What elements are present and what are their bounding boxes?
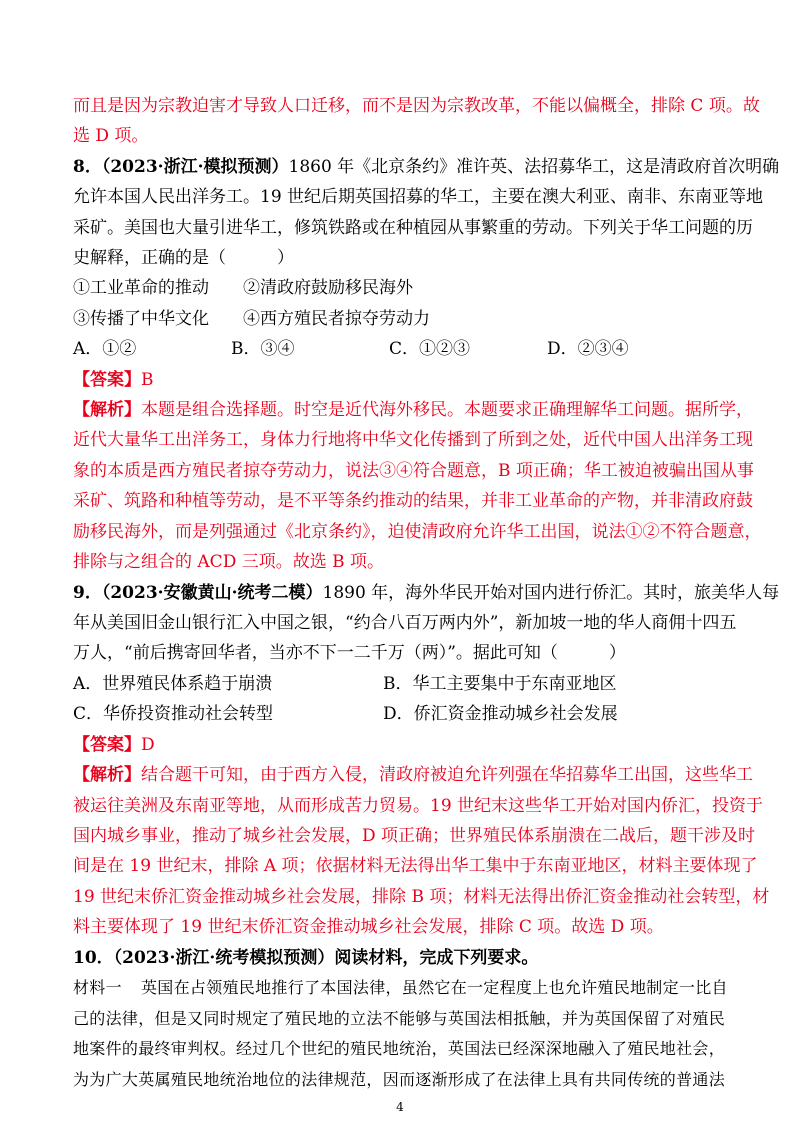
q8-analysis-line: 象的本质是西方殖民者掠夺劳动力，说法③④符合题意，B 项正确；华工被迫被骗出国从事 (73, 461, 754, 481)
answer-tag: 【答案】 (73, 735, 141, 755)
q8-answer (73, 370, 730, 390)
q8-analysis-line: 励移民海外，而是列强通过《北京条约》，迫使清政府允许华工出国，说法①②不符合题意， (73, 522, 762, 542)
q8-statement: ③传播了中华文化 ④西方殖民者掠夺劳动力 (73, 309, 430, 329)
q9-analysis-line: 料主要体现了 19 世纪末侨汇资金推动城乡社会发展，排除 C 项。故选 D 项。 (73, 917, 664, 937)
q9-answer-value: D (141, 735, 155, 755)
q9-analysis-line: 19 世纪末侨汇资金推动城乡社会发展，排除 B 项；材料无法得出侨汇资金推动社会转型，材 (73, 887, 770, 907)
q8-stem-line: 允许本国人民出洋务工。19 世纪后期英国招募的华工，主要在澳大利亚、南非、东南亚等地 (73, 187, 764, 207)
q9-stem-line: 万人，“前后携寄回华者，当亦不下一二千万（两）”。据此可知（ ） (73, 643, 626, 663)
q9-analysis-text: 结合题干可知，由于西方入侵，清政府被迫允许列强在华招募华工出国，这些华工 (141, 765, 753, 785)
q9-analysis-line: 国内城乡事业，推动了城乡社会发展，D 项正确；世界殖民体系崩溃在二战后，题干涉及时 (73, 826, 756, 846)
analysis-tag: 【解析】 (73, 400, 141, 420)
q8-option-d: D．②③④ (547, 339, 629, 359)
q9-number: 9． (73, 583, 102, 603)
analysis-tag: 【解析】 (73, 765, 141, 785)
answer-tag: 【答案】 (73, 370, 141, 390)
q10-source: （2023·浙江·统考模拟预测） (113, 948, 335, 968)
q9-option-d: D．侨汇资金推动城乡社会发展 (383, 704, 618, 724)
q10-material-line (73, 978, 730, 998)
q9-option-a: A．世界殖民体系趋于崩溃 (73, 674, 273, 694)
q10-number: 10． (73, 948, 114, 968)
q8-heading (73, 157, 780, 177)
q8-statement: ①工业革命的推动 ②清政府鼓励移民海外 (73, 278, 413, 298)
q9-heading (73, 583, 780, 603)
q8-analysis-line: 排除与之组合的 ACD 三项。故选 B 项。 (73, 552, 385, 572)
q9-analysis-line: 间是在 19 世纪末，排除 A 项；依据材料无法得出华工集中于东南亚地区，材料主要体现了 (73, 856, 758, 876)
q10-material-line: 为为广大英属殖民地统治地位的法律规范，因而逐渐形成了在法律上具有共同传统的普通法 (73, 1070, 726, 1089)
q8-analysis-text: 本题是组合选择题。时空是近代海外移民。本题要求正确理解华工问题。据所学， (141, 400, 753, 420)
q8-option-a: A．①② (73, 339, 137, 359)
q8-stem-line: 采矿。美国也大量引进华工，修筑铁路或在种植园从事繁重的劳动。下列关于华工问题的历 (73, 218, 753, 238)
q8-answer-value: B (141, 370, 154, 390)
q10-material-line: 地案件的最终审判权。经过几个世纪的殖民地统治，英国法已经深深地融入了殖民地社会， (73, 1039, 726, 1058)
page-number: 4 (396, 1100, 404, 1114)
q9-stem-line: 1890 年，海外华民开始对国内进行侨汇。其时，旅美华人每 (322, 583, 780, 603)
prev-analysis-line-1: 而且是因为宗教迫害才导致人口迁移，而不是因为宗教改革，不能以偏概全，排除 C 项。故 (73, 96, 760, 116)
q8-number: 8． (73, 157, 102, 177)
q8-analysis-line: 采矿、筑路和种植等劳动，是不平等条约推动的结果，并非工业革命的产物，并非清政府鼓 (73, 491, 753, 511)
q9-options-row-1 (73, 674, 730, 694)
q9-answer (73, 735, 730, 755)
q8-options (73, 339, 730, 359)
q10-material-label: 材料一 (73, 978, 122, 997)
q9-options-row-2 (73, 704, 730, 724)
q10-material-line: 己的法律，但是又同时规定了殖民地的立法不能够与英国法相抵触，并为英国保留了对殖民 (73, 1009, 726, 1028)
q10-material-text: 英国在占领殖民地推行了本国法律，虽然它在一定程度上也允许殖民地制定一比自 (141, 978, 728, 997)
q9-stem-line: 年从美国旧金山银行汇入中国之银，“约合八百万两内外”，新加坡一地的华人商佣十四五 (73, 613, 737, 633)
q9-source: （2023·安徽黄山·统考二模） (101, 583, 323, 603)
q9-analysis-line (73, 765, 753, 785)
q10-stem: 阅读材料，完成下列要求。 (334, 948, 539, 968)
q8-stem-line: 史解释，正确的是（ ） (73, 248, 294, 268)
q9-option-b: B．华工主要集中于东南亚地区 (383, 674, 617, 694)
q10-heading (73, 948, 730, 968)
q9-analysis-line: 被运往美洲及东南亚等地，从而形成苦力贸易。19 世纪末这些华工开始对国内侨汇，投资于 (73, 796, 764, 816)
q8-stem-line: 1860 年《北京条约》准许英、法招募华工，这是清政府首次明确 (288, 157, 780, 177)
prev-analysis-line-2: 选 D 项。 (73, 126, 149, 146)
q9-option-c: C．华侨投资推动社会转型 (73, 704, 274, 724)
q8-analysis-line (73, 400, 753, 420)
q8-option-c: C．①②③ (389, 339, 471, 359)
q8-analysis-line: 近代大量华工出洋务工，身体力行地将中华文化传播到了所到之处，近代中国人出洋务工现 (73, 430, 753, 450)
q8-option-b: B．③④ (231, 339, 295, 359)
q8-source: （2023·浙江·模拟预测） (101, 157, 289, 177)
